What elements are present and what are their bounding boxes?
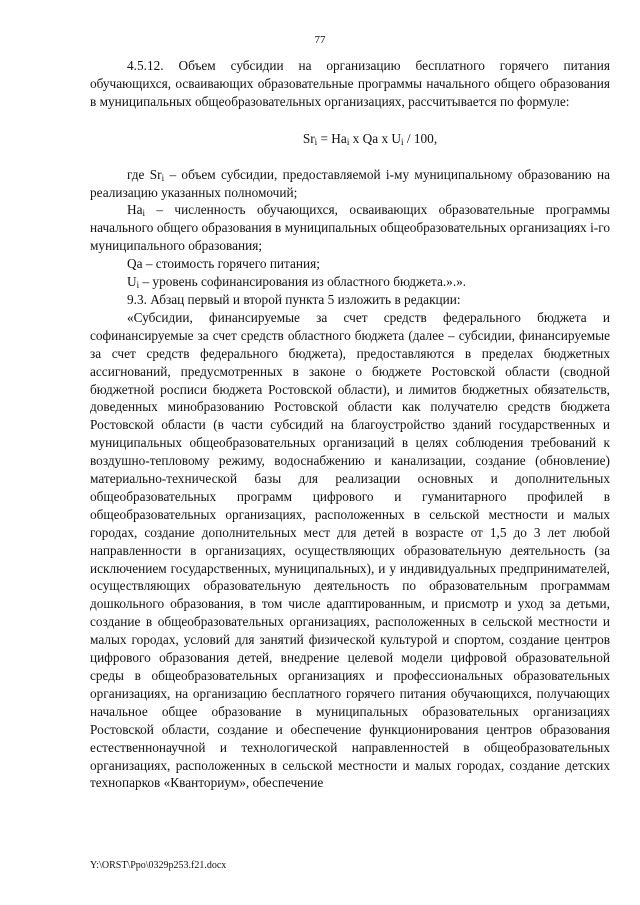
definition-u-sub: i xyxy=(136,280,140,291)
paragraph-9-3: 9.3. Абзац первый и второй пункта 5 изложить в редакции: xyxy=(127,291,461,307)
definition-sr-pre: где Sr xyxy=(127,166,162,182)
formula-eq: = Ha xyxy=(317,130,347,146)
formula-ha-sub: i xyxy=(346,136,350,147)
definition-u xyxy=(90,273,610,291)
definition-ha-text: – численность обучающихся, осваивающих образовательные программы начального общего образования в муниципальных общеобразовательных организациях i-го муниципального образования; xyxy=(90,202,610,254)
footer-file-path: Y:\ORST\Ppo\0329p253.f21.docx xyxy=(90,860,227,871)
definition-ha-pre: Ha xyxy=(127,202,143,218)
paragraph-quote: «Субсидии, финансируемые за счет средств федерального бюджета и софинансируемые за счет средств областного бюджета (далее – субсидии, финансируемые за счет средств федерального бюджета), предоставляются в пределах бюджетных ассигнований, предусмотренных в законе о бюджете Ростовской области (сводной бюджетной росписи бюджета Ростовской области), и лимитов бюджетных обязательств, доведенных минобразованию Ростовской области как получателю средств бюджета Ростовской области (в части субсидий на благоустройство зданий государственных и муниципальных общеобразовательных организаций в целях соблюдения требований к воздушно-тепловому режиму, водоснабжению и канализации, создание (обновление) материально-технической базы для реализации основных и дополнительных общеобразовательных программ цифрового и гуманитарного профилей в общеобразовательных организациях, расположенных в сельской местности и малых городах, создание дополнительных мест для детей в возрасте от 1,5 до 3 лет любой направленности в организациях, осуществляющих образовательную деятельность (за исключением государственных, муниципальных), и у индивидуальных предпринимателей, осуществляющих образовательную деятельность по образовательным программам дошкольного образования, в том числе адаптированным, и присмотр и уход за детьми, создание в общеобразовательных организациях, расположенных в сельской местности и малых городах, условий для занятий физической культурой и спортом, создание центров цифрового образования детей, внедрение целевой модели цифровой образовательной среды в общеобразовательных организациях и профессиональных образовательных организациях, на организацию бесплатного горячего питания обучающихся, получающих начальное общее образование в муниципальных образовательных организациях Ростовской области, создание и обеспечение функционирования центров образования естественнонаучной и технологической направленностей в общеобразовательных организациях, расположенных в сельской местности и малых городах, создание детских технопарков «Кванториум», обеспечение xyxy=(90,309,610,791)
paragraph-4-5-12: 4.5.12. Объем субсидии на организацию бесплатного горячего питания обучающихся, осваивающих образовательные программы начального общего образования в муниципальных общеобразовательных организациях, рассчитывается по формуле: xyxy=(90,58,610,109)
formula-end: / 100, xyxy=(403,130,438,146)
definition-u-text: – уровень софинансирования из областного бюджета.».». xyxy=(139,274,467,290)
document-body xyxy=(90,57,610,792)
formula-lhs-sub: i xyxy=(314,136,318,147)
formula-mid: x Qa x U xyxy=(349,130,402,146)
definition-sr-sub: i xyxy=(161,172,165,183)
definition-u-pre: U xyxy=(127,274,137,290)
formula xyxy=(90,130,610,148)
definition-sr xyxy=(90,166,610,202)
definition-sr-text: – объем субсидии, предоставляемой i-му муниципальному образованию на реализацию указанных полномочий; xyxy=(90,166,610,200)
definition-ha xyxy=(90,201,610,255)
formula-lhs: Sr xyxy=(302,130,315,146)
page-number: 77 xyxy=(314,34,326,46)
formula-u-sub: i xyxy=(401,136,404,147)
definition-qa: Qa – стоимость горячего питания; xyxy=(127,256,320,272)
definition-ha-sub: i xyxy=(142,208,146,219)
